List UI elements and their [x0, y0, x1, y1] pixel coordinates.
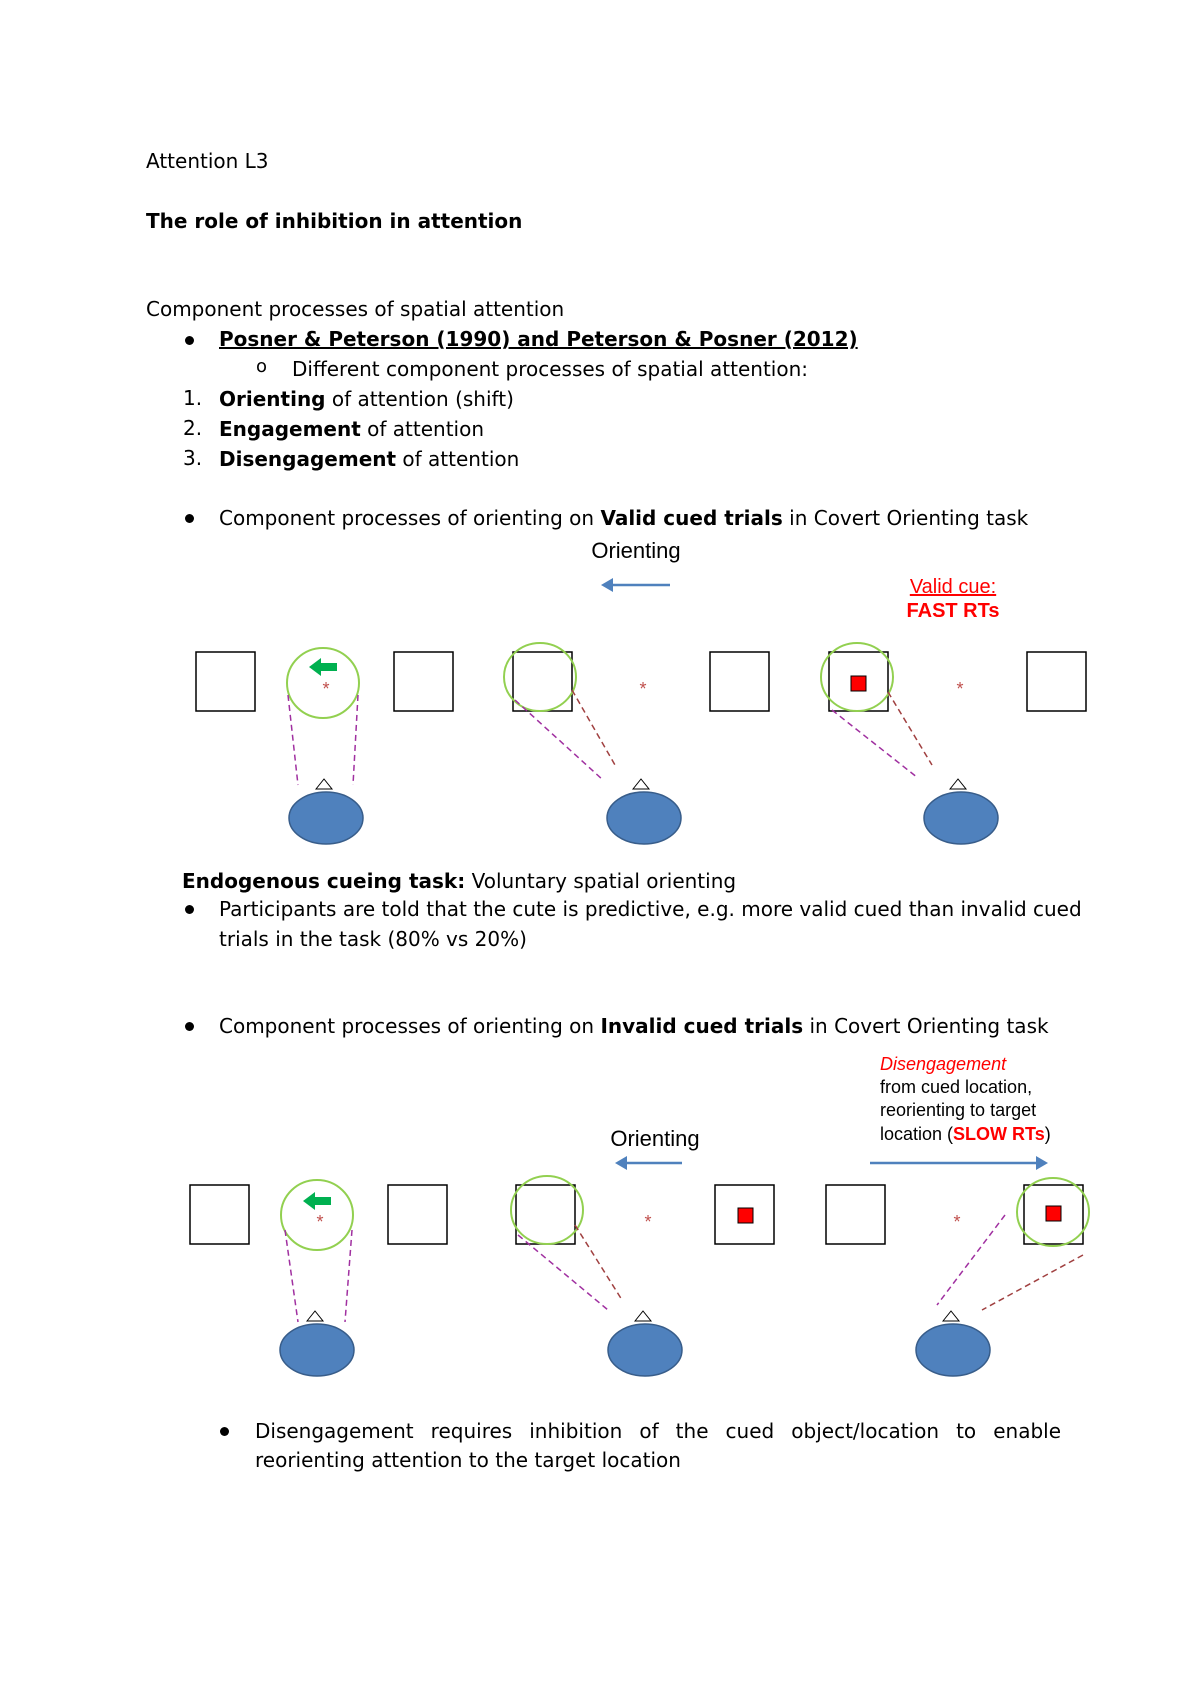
- observer-head: [608, 1324, 682, 1376]
- heading-bold: Endogenous cueing task:: [182, 869, 466, 893]
- bullet-text: Component processes of orienting on: [219, 1014, 601, 1038]
- fast-rts-label: FAST RTs: [906, 600, 1000, 622]
- orienting-arrow: [615, 1156, 682, 1170]
- fixation-star: *: [322, 679, 330, 699]
- slow-rts-label: SLOW RTs: [953, 1124, 1045, 1144]
- slow-rts-line: [880, 1124, 1051, 1144]
- green-cue-arrow-icon: [303, 1192, 331, 1210]
- attention-focus-circle: [511, 1176, 583, 1244]
- bullet-text-line: trials in the task (80% vs 20%): [219, 927, 527, 951]
- document-title: Attention L3: [146, 149, 269, 173]
- bullet-marker: [220, 1427, 229, 1436]
- disengagement-label: Disengagement: [880, 1054, 1007, 1074]
- target-square: [1046, 1206, 1061, 1221]
- location-text-end: ): [1044, 1124, 1051, 1144]
- bullet-bold: Valid cued trials: [600, 506, 783, 530]
- list-item-rest: of attention: [396, 447, 520, 471]
- heading-rest: Voluntary spatial orienting: [465, 869, 737, 893]
- list-item-bold: Orienting: [219, 387, 326, 411]
- bullet-text: in Covert Orienting task: [782, 506, 1029, 530]
- bullet-bold: Invalid cued trials: [600, 1014, 804, 1038]
- reference-text: Posner & Peterson (1990) and Peterson & Posner (2012): [219, 327, 858, 351]
- head-nose: [635, 1311, 651, 1321]
- bullet-text-line: Participants are told that the cute is predictive, e.g. more valid cued than invalid cued: [219, 897, 1082, 921]
- sub-bullet-marker: o: [256, 356, 268, 377]
- list-item-bold: Engagement: [219, 417, 361, 441]
- bullet-text: Component processes of orienting on: [219, 506, 601, 530]
- fixation-star: *: [953, 1212, 961, 1232]
- list-number: 2.: [183, 416, 203, 440]
- fixation-star: *: [639, 679, 647, 699]
- list-number: 3.: [183, 446, 203, 470]
- location-text: location (: [880, 1124, 954, 1144]
- sub-item-text: Different component processes of spatial attention:: [292, 357, 808, 381]
- head-nose: [307, 1311, 323, 1321]
- disengagement-bullet: Disengagement requires inhibition of the cued object/location to enable reorienting attention to the target location: [255, 1419, 1061, 1472]
- location-box: [388, 1185, 447, 1244]
- reorienting-arrow: [870, 1156, 1048, 1170]
- valid-cue-label: Valid cue:: [909, 576, 997, 598]
- location-box: [190, 1185, 249, 1244]
- section-heading: Component processes of spatial attention: [146, 297, 565, 321]
- fixation-star: *: [956, 679, 964, 699]
- head-nose: [943, 1311, 959, 1321]
- bullet-text: in Covert Orienting task: [803, 1014, 1049, 1038]
- reorienting-label: reorienting to target: [880, 1100, 1037, 1120]
- observer-head: [280, 1324, 354, 1376]
- target-square: [738, 1208, 753, 1223]
- list-item-rest: of attention: [360, 417, 485, 441]
- fixation-star: *: [316, 1212, 324, 1232]
- location-box: [516, 1185, 575, 1244]
- orienting-label: Orienting: [610, 1126, 700, 1151]
- list-item-rest: of attention (shift): [325, 387, 514, 411]
- fixation-star: *: [644, 1212, 652, 1232]
- document-subtitle: The role of inhibition in attention: [146, 209, 523, 233]
- from-cued-location-label: from cued location,: [880, 1077, 1033, 1097]
- orienting-label: Orienting: [591, 538, 681, 563]
- observer-head: [916, 1324, 990, 1376]
- list-item-bold: Disengagement: [219, 447, 397, 471]
- location-box: [826, 1185, 885, 1244]
- list-number: 1.: [183, 386, 203, 410]
